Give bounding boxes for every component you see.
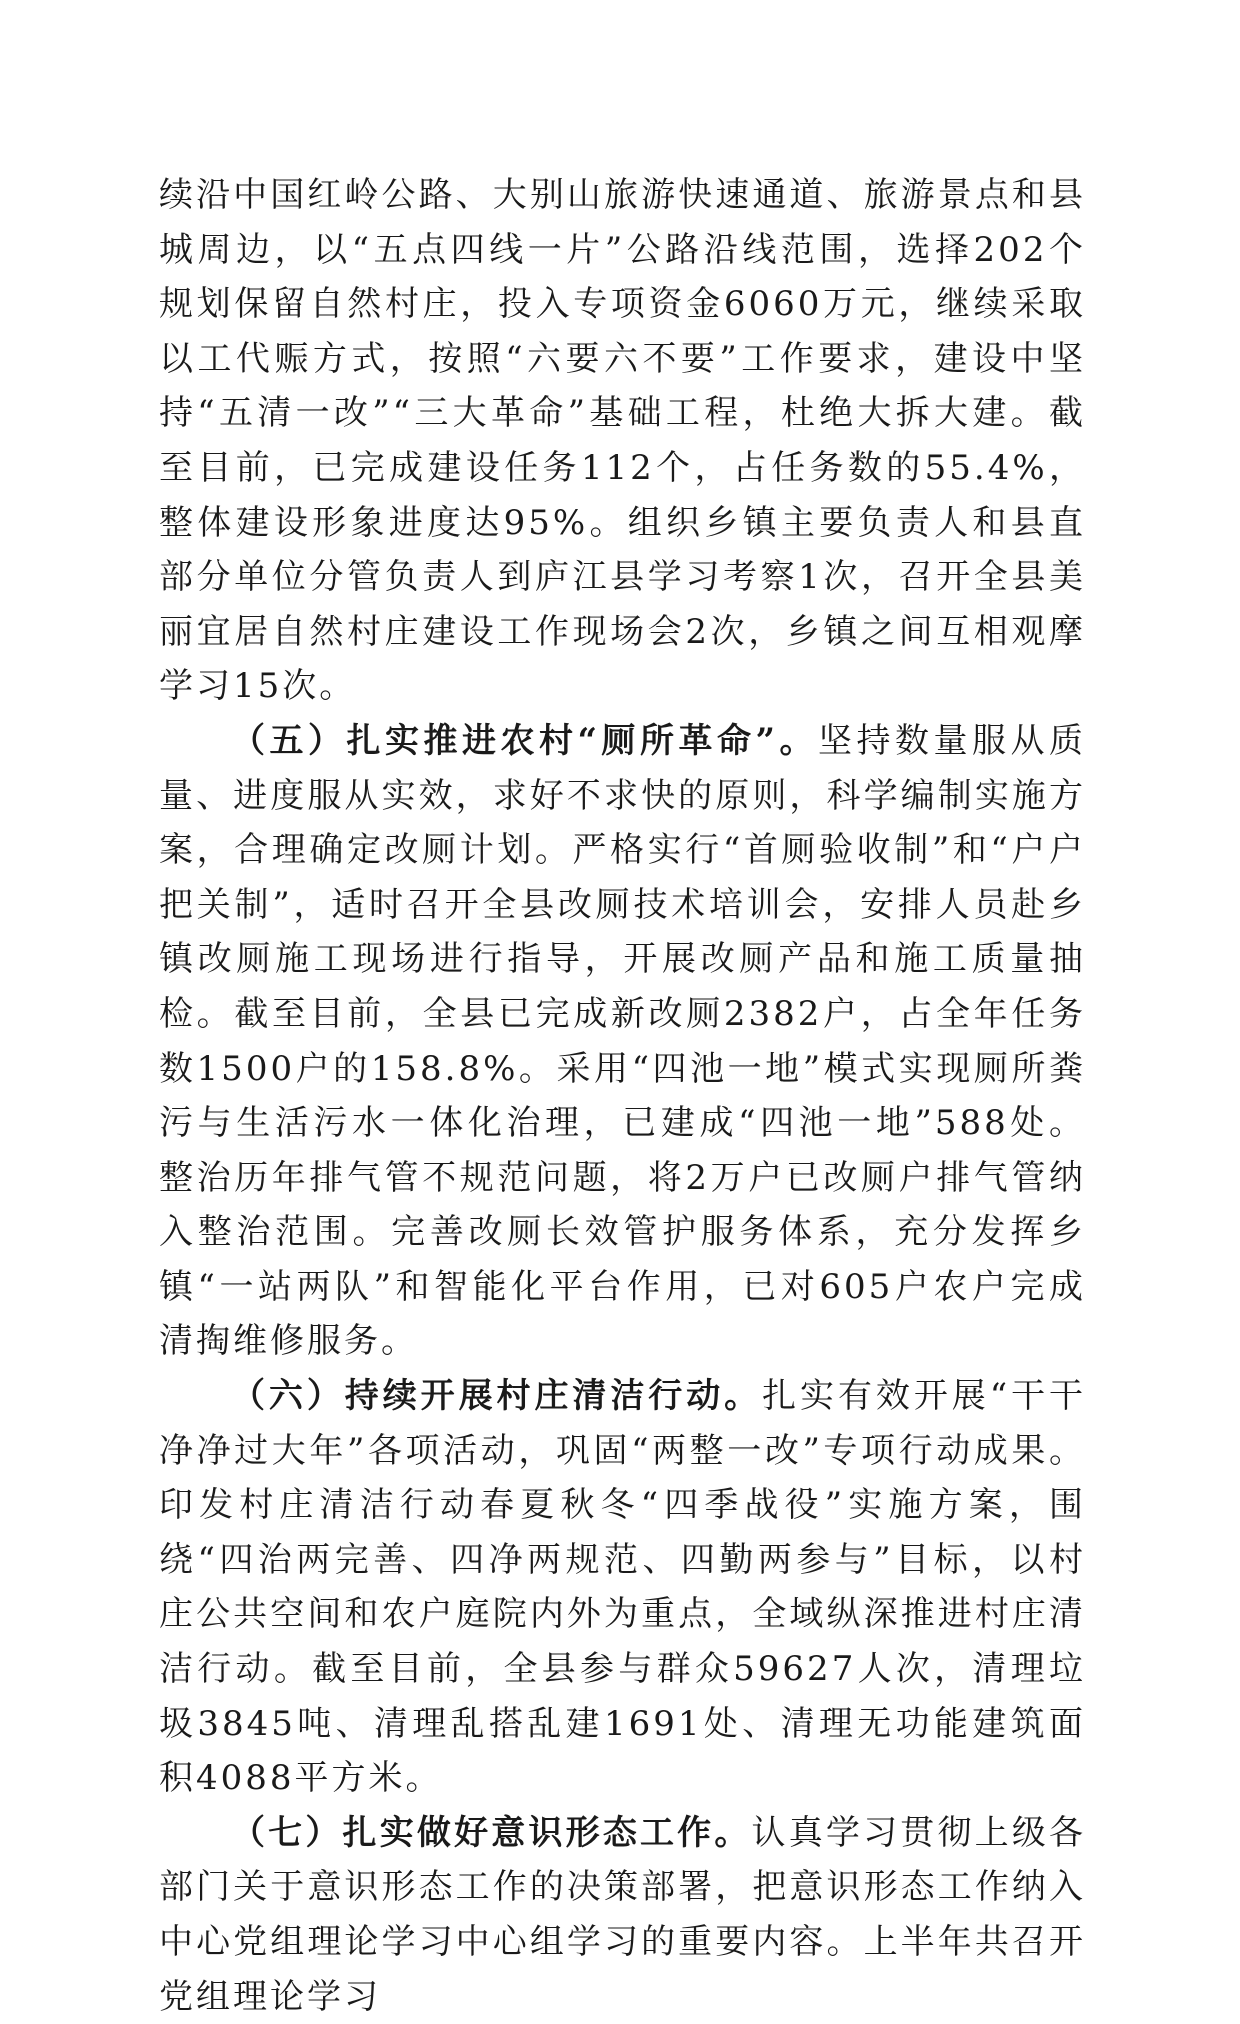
paragraph-text: 扎实有效开展“干干净净过大年”各项活动，巩固“两整一改”专项行动成果。印发村庄清洁行动春夏秋冬“四季战役”实施方案，围绕“四治两完善、四净两规范、四勤两参与”目标，以村庄公共空间和农户庭院内外为重点，全域纵深推进村庄清洁行动。截至目前，全县参与群众59627人次，清理垃圾3845吨、清理乱搭乱建1691处、清理无功能建筑面积4088平方米。 [159,1376,1087,1799]
paragraph-text: 续沿中国红岭公路、大别山旅游快速通道、旅游景点和县城周边，以“五点四线一片”公路沿线范围，选择202个规划保留自然村庄，投入专项资金6060万元，继续采取以工代赈方式，按照“六要六不要”工作要求，建设中坚持“五清一改”“三大革命”基础工程，杜绝大拆大建。截至目前，已完成建设任务112个，占任务数的55.4%，整体建设形象进度达95%。组织乡镇主要负责人和县直部分单位分管负责人到庐江县学习考察1次，召开全县美丽宜居自然村庄建设工作现场会2次，乡镇之间互相观摩学习15次。 [159,175,1086,707]
paragraph-village-cleaning [159,1369,1086,1806]
paragraph-text: 认真学习贯彻上级各部门关于意识形态工作的决策部署，把意识形态工作纳入中心党组理论学习中心组学习的重要内容。上半年共召开党组理论学习 [159,1812,1087,2017]
paragraph-continuation [159,168,1086,714]
paragraph-text: 坚持数量服从质量、进度服从实效，求好不求快的原则，科学编制实施方案，合理确定改厕计划。严格实行“首厕验收制”和“户户把关制”，适时召开全县改厕技术培训会，安排人员赴乡镇改厕施工现场进行指导，开展改厕产品和施工质量抽检。截至目前，全县已完成新改厕2382户，占全年任务数1500户的158.8%。采用“四池一地”模式实现厕所粪污与生活污水一体化治理，已建成“四池一地”588处。整治历年排气管不规范问题，将2万户已改厕户排气管纳入整治范围。完善改厕长效管护服务体系，充分发挥乡镇“一站两队”和智能化平台作用，已对605户农户完成清掏维修服务。 [159,720,1086,1362]
section-heading-6: （六）持续开展村庄清洁行动。 [231,1376,763,1417]
paragraph-toilet-revolution [159,714,1086,1369]
section-heading-7: （七）扎实做好意识形态工作。 [231,1812,752,1853]
paragraph-ideology-work [159,1806,1086,2024]
document-body [159,168,1086,2024]
section-heading-5: （五）扎实推进农村“厕所革命”。 [231,720,819,761]
